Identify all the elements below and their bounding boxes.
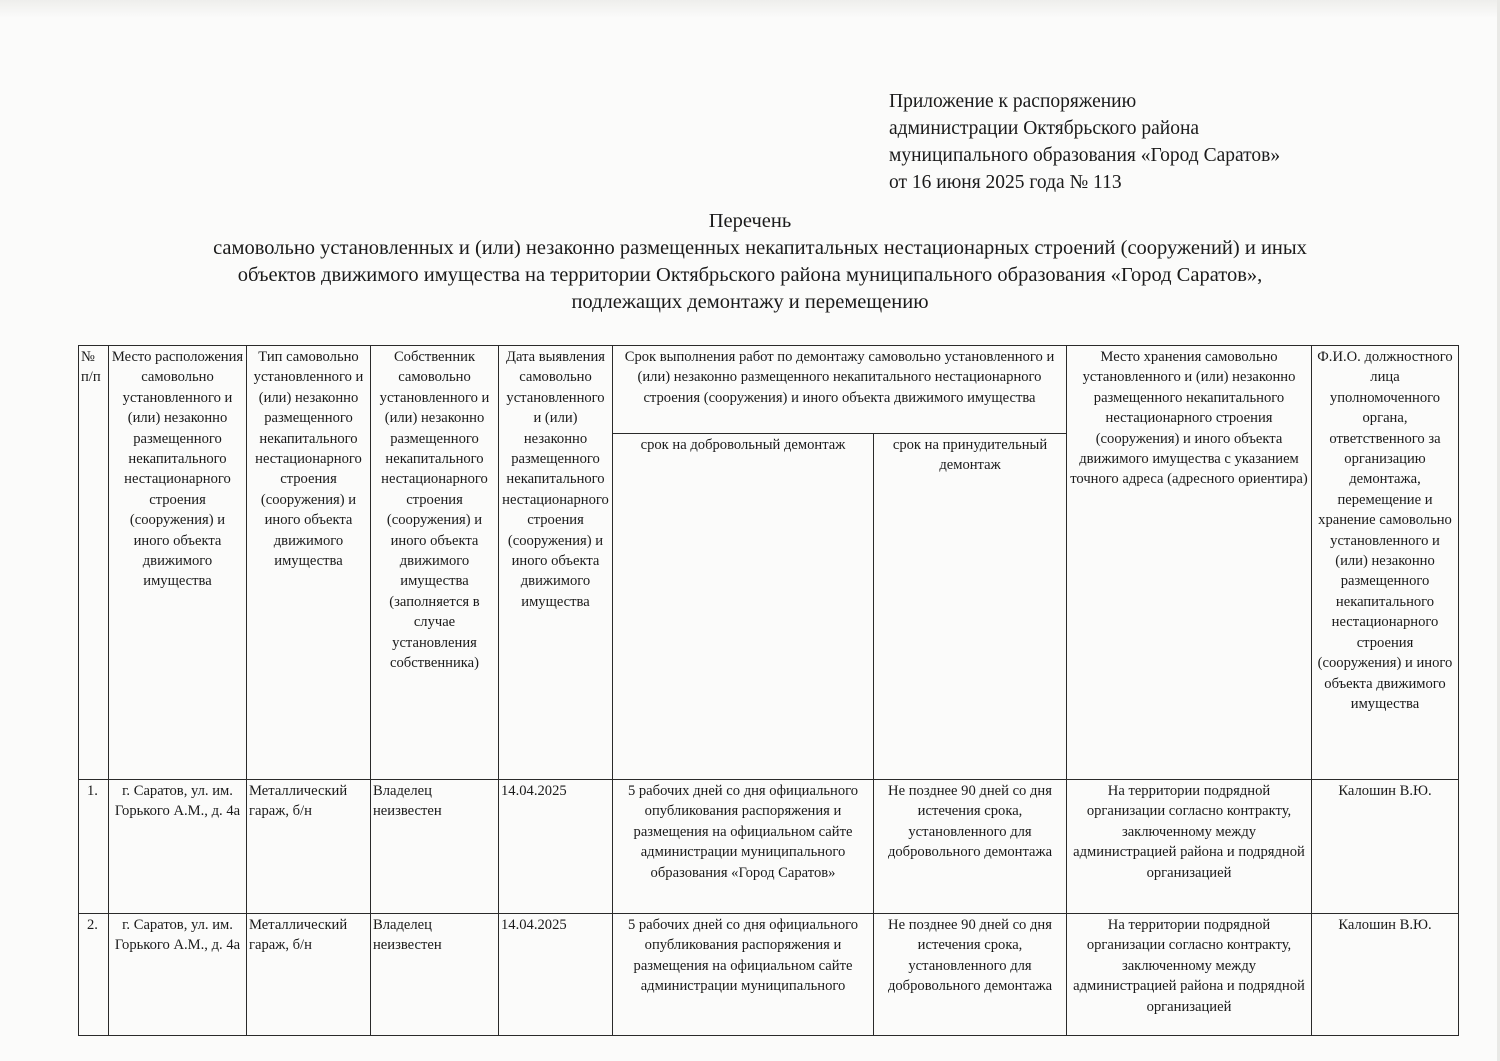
cell-owner: Владелец неизвестен [371, 914, 499, 1036]
approval-line-4: от 16 июня 2025 года № 113 [889, 172, 1122, 193]
header-forced: срок на принудительный демонтаж [874, 434, 1067, 780]
approval-line-3: муниципального образования «Город Саратов» [889, 145, 1281, 166]
approval-line-1: Приложение к распоряжению [889, 91, 1137, 112]
table-row [79, 780, 1459, 914]
approval-line-2: администрации Октябрьского района [889, 118, 1200, 139]
table-row [79, 914, 1459, 1036]
cell-voluntary: 5 рабочих дней со дня официального опубликования распоряжения и размещения на официальном сайте администрации муниципального [613, 914, 874, 1036]
title-line-3: подлежащих демонтажу и перемещению [571, 291, 929, 313]
header-location: Место расположения самовольно установленного и (или) незаконно размещенного некапитального нестационарного строения (сооружения) и иного объекта движимого имущества [109, 346, 247, 780]
header-official: Ф.И.О. должностного лица уполномоченного органа, ответственного за организацию демонтажа, перемещение и хранение самовольно установленного и (или) незаконно размещенного некапитального нестационарного строения (сооружения) и иного объекта движимого имущества [1312, 346, 1459, 780]
cell-voluntary: 5 рабочих дней со дня официального опубликования распоряжения и размещения на официальном сайте администрации муниципального образования «Город Саратов» [613, 780, 874, 914]
registry-table [78, 345, 1459, 1036]
cell-location: г. Саратов, ул. им. Горького А.М., д. 4а [109, 914, 247, 1036]
table-header-row [79, 346, 1459, 434]
cell-storage: На территории подрядной организации согласно контракту, заключенному между администрацией района и подрядной организацией [1067, 914, 1312, 1036]
header-owner: Собственник самовольно установленного и (или) незаконно размещенного некапитального нестационарного строения (сооружения) и иного объекта движимого имущества (заполняется в случае установления собственника) [371, 346, 499, 780]
cell-location: г. Саратов, ул. им. Горького А.М., д. 4а [109, 780, 247, 914]
cell-official: Калошин В.Ю. [1312, 780, 1459, 914]
cell-type: Металлический гараж, б/н [247, 914, 371, 1036]
scan-shadow [0, 0, 1500, 18]
header-voluntary: срок на добровольный демонтаж [613, 434, 874, 780]
header-storage: Место хранения самовольно установленного и (или) незаконно размещенного некапитального нестационарного строения (сооружения) и иного объекта движимого имущества с указанием точного адреса (адресного ориентира) [1067, 346, 1312, 780]
approval-stamp-text [889, 88, 1449, 196]
title-line-1: самовольно установленных и (или) незаконно размещенных некапитальных нестационарных строений (сооружений) и иных [213, 237, 1307, 259]
cell-forced: Не позднее 90 дней со дня истечения срока, установленного для добровольного демонтажа [874, 780, 1067, 914]
document-title [60, 208, 1440, 316]
cell-official: Калошин В.Ю. [1312, 914, 1459, 1036]
header-num: № п/п [79, 346, 109, 780]
cell-type: Металлический гараж, б/н [247, 780, 371, 914]
cell-num: 1. [79, 780, 109, 914]
title-line-2: объектов движимого имущества на территории Октябрьского района муниципального образования «Город Саратов», [237, 264, 1263, 286]
cell-forced: Не позднее 90 дней со дня истечения срока, установленного для добровольного демонтажа [874, 914, 1067, 1036]
cell-num: 2. [79, 914, 109, 1036]
header-deadline-group: Срок выполнения работ по демонтажу самовольно установленного и (или) незаконно размещенного некапитального нестационарного строения (сооружения) и иного объекта движимого имущества [613, 346, 1067, 434]
cell-storage: На территории подрядной организации согласно контракту, заключенному между администрацией района и подрядной организацией [1067, 780, 1312, 914]
cell-date: 14.04.2025 [499, 914, 613, 1036]
cell-owner: Владелец неизвестен [371, 780, 499, 914]
header-type: Тип самовольно установленного и (или) незаконно размещенного некапитального нестационарного строения (сооружения) и иного объекта движимого имущества [247, 346, 371, 780]
header-date: Дата выявления самовольно установленного и (или) незаконно размещенного некапитального нестационарного строения (сооружения) и иного объекта движимого имущества [499, 346, 613, 780]
cell-date: 14.04.2025 [499, 780, 613, 914]
title-heading: Перечень [708, 210, 792, 232]
